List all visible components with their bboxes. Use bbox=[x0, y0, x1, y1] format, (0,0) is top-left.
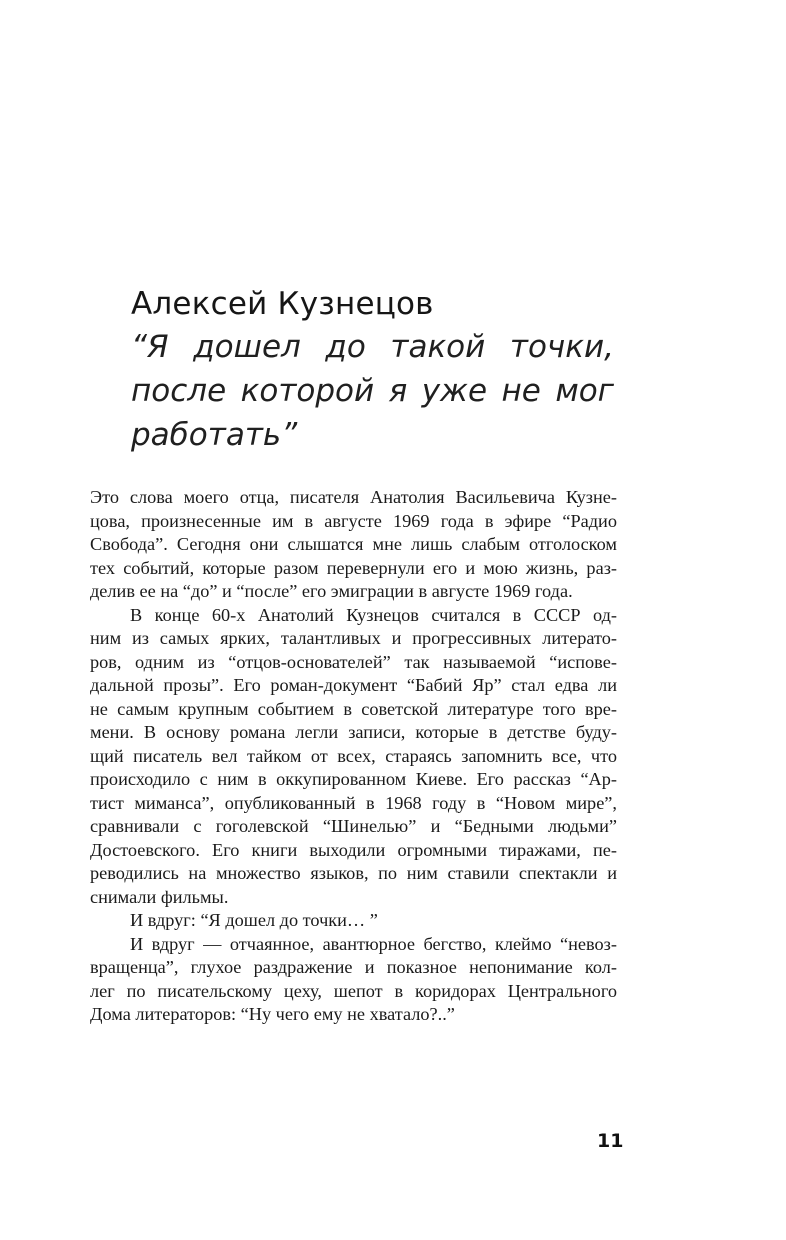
text-line: Свобода”. Сегодня они слышатся мне лишь слабым отголоском bbox=[90, 534, 617, 554]
paragraph bbox=[90, 486, 617, 604]
text-line: вращенца”, глухое раздражение и показное непонимание кол- bbox=[90, 957, 617, 977]
subtitle-line bbox=[131, 369, 614, 413]
text-line: В конце 60-х Анатолий Кузнецов считался в СССР од- bbox=[130, 604, 617, 625]
text-line: ров, одним из “отцов-основателей” так называемой “исповe- bbox=[90, 651, 617, 672]
text-line: сравнивали с гоголевской “Шинелью” и “Бедными людьми” bbox=[90, 816, 617, 836]
text-line: реводились на множество языков, по ним ставили спектакли и bbox=[90, 863, 617, 883]
text-line: происходило с ним в оккупированном Киеве. Его рассказ “Ар- bbox=[90, 769, 617, 789]
text-line: дальной прозы”. Его роман-документ “Бабий Яр” стал едва ли bbox=[90, 675, 617, 695]
text-line: лег по писательскому цеху, шепот в коридорах Центрального bbox=[90, 980, 617, 1001]
text-line: делив ее на “до” и “после” его эмиграции в августе 1969 года. bbox=[90, 581, 573, 601]
chapter-heading bbox=[131, 283, 631, 457]
subtitle-word: после bbox=[131, 373, 227, 409]
subtitle-word: я bbox=[388, 373, 408, 409]
text-line: Это слова моего отца, писателя Анатолия Васильевича Кузне- bbox=[90, 487, 617, 507]
subtitle-word: уже bbox=[421, 373, 488, 409]
subtitle-word: до bbox=[325, 329, 366, 365]
text-line: цова, произнесенные им в августе 1969 года в эфире “Радио bbox=[90, 510, 617, 531]
subtitle-word: мог bbox=[555, 373, 614, 409]
text-line: И вдруг: “Я дошел до точки… ” bbox=[130, 910, 378, 930]
author-name: Алексей Кузнецов bbox=[131, 286, 434, 322]
subtitle-word: которой bbox=[240, 373, 375, 409]
text-line: мени. В основу романа легли записи, которые в детстве буду- bbox=[90, 722, 617, 742]
subtitle-word: не bbox=[501, 373, 541, 409]
text-line: Достоевского. Его книги выходили огромными тиражами, пе- bbox=[90, 839, 617, 860]
text-line: тист миманса”, опубликованный в 1968 году в “Новом мире”, bbox=[90, 792, 617, 813]
text-line: тех событий, которые разом перевернули его и мою жизнь, раз- bbox=[90, 557, 617, 578]
body-text bbox=[90, 486, 617, 1027]
subtitle-line bbox=[131, 325, 614, 369]
text-line: ним из самых ярких, талантливых и прогрессивных литерато- bbox=[90, 628, 617, 648]
subtitle-word: точки, bbox=[509, 329, 614, 365]
paragraph bbox=[90, 604, 617, 910]
subtitle-line: работать” bbox=[131, 417, 298, 453]
text-line: не самым крупным событием в советской литературе того вре- bbox=[90, 698, 617, 719]
paragraph bbox=[90, 933, 617, 1027]
subtitle-word: такой bbox=[390, 329, 486, 365]
text-line: снимали фильмы. bbox=[90, 886, 229, 907]
text-line: Дома литераторов: “Ну чего ему не хватало?..” bbox=[90, 1004, 455, 1024]
text-line: И вдруг — отчаянное, авантюрное бегство, клеймо “невоз- bbox=[130, 933, 617, 954]
subtitle-word: “Я bbox=[131, 329, 169, 365]
text-line: щий писатель вел тайком от всех, стараясь запомнить все, что bbox=[90, 745, 617, 766]
paragraph bbox=[90, 909, 617, 933]
page-number: 11 bbox=[597, 1130, 624, 1152]
subtitle-word: дошел bbox=[193, 329, 301, 365]
